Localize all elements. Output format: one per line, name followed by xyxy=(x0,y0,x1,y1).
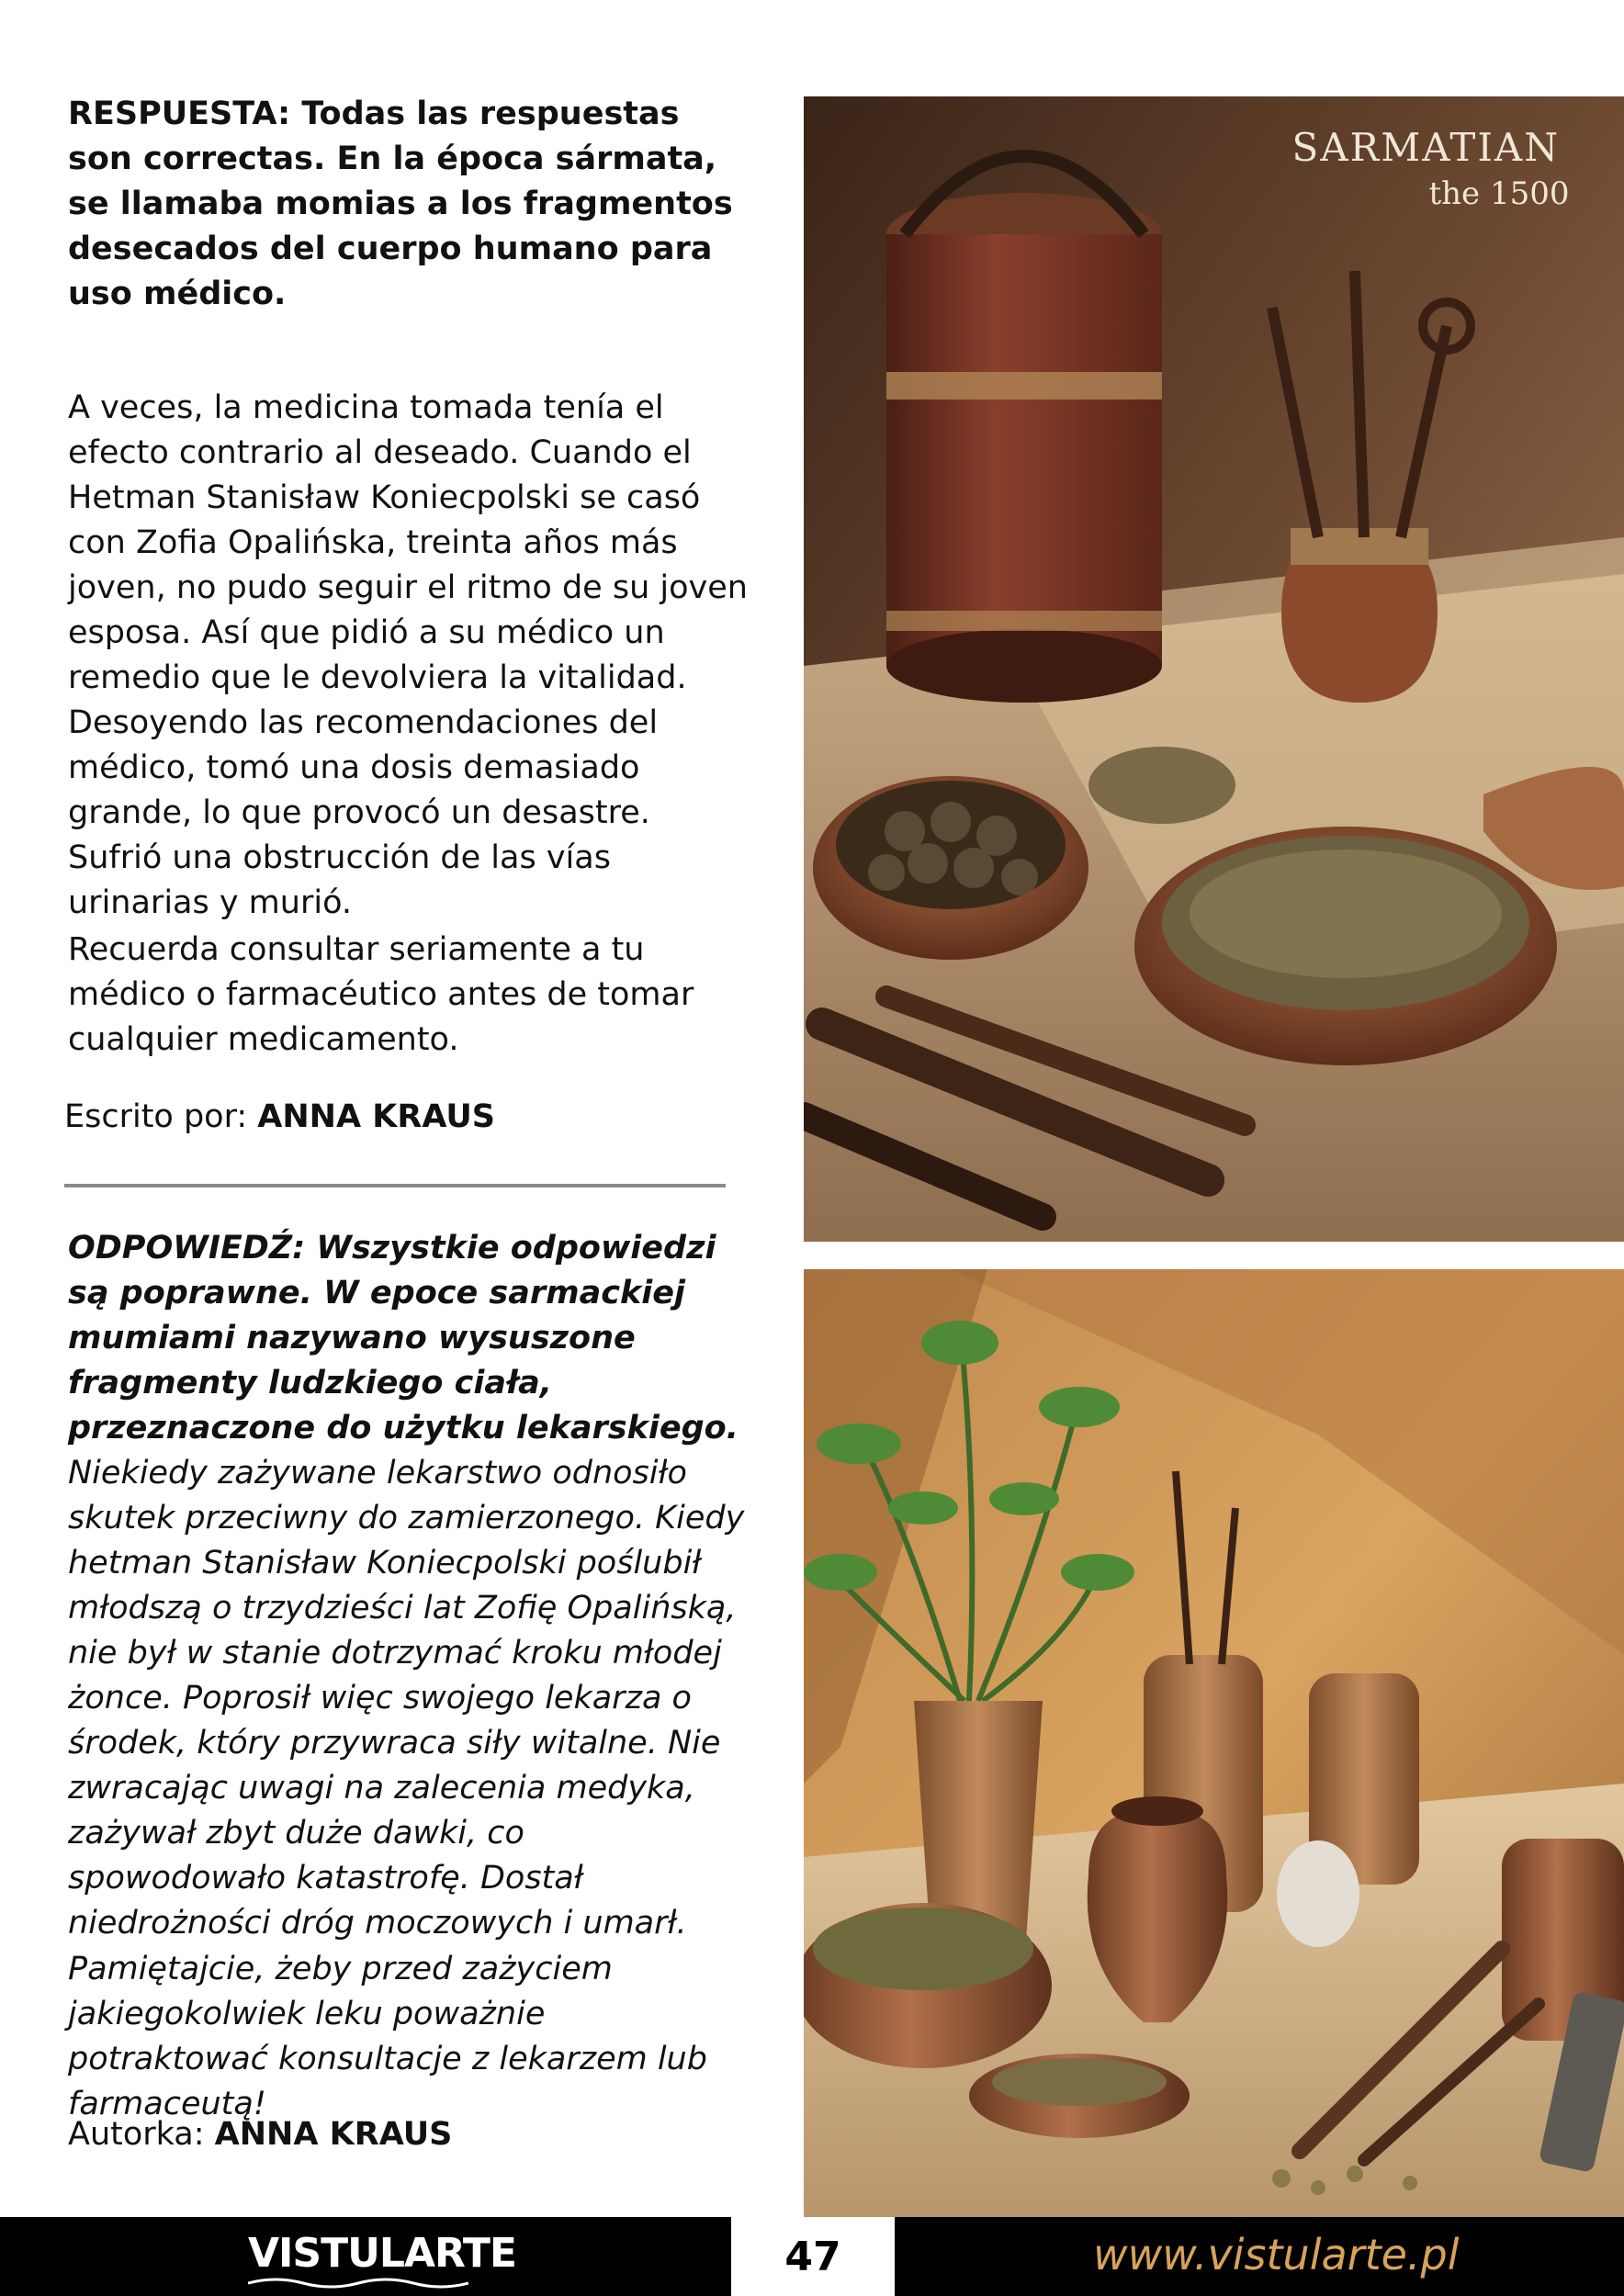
page-number: 47 xyxy=(731,2217,895,2296)
photo-caption-line1: SARMATIAN xyxy=(1291,125,1560,170)
spanish-body xyxy=(68,386,748,926)
footer-logo: VISTULARTE xyxy=(248,2230,516,2277)
spanish-byline-name: ANNA KRAUS xyxy=(257,1098,495,1135)
spanish-paragraph-2: Recuerda consultar seriamente a tu médico o farmacéutico antes de tomar cualquier medicamento. xyxy=(68,931,694,1058)
photo-herbs-pottery-illustration xyxy=(804,1269,1624,2217)
spanish-byline-label: Escrito por: xyxy=(64,1098,258,1135)
spanish-answer: RESPUESTA: Todas las respuestas son correctas. En la época sármata, se llamaba momias a los fragmentos desecados del cuerpo humano para uso médico. xyxy=(68,96,733,312)
polish-byline xyxy=(68,2112,748,2157)
spanish-section xyxy=(68,92,748,317)
polish-advice xyxy=(68,1947,748,2127)
polish-byline-name: ANNA KRAUS xyxy=(214,2116,453,2153)
polish-paragraph-1: Niekiedy zażywane lekarstwo odnosiło skutek przeciwny do zamierzonego. Kiedy hetman Stanisław Koniecpolski poślubił młodszą o trzydzieści lat Zofię Opalińską, nie był w stanie dotrzymać kroku młodej żonce. Poprosił więc swojego lekarza o środek, który przywraca siły witalne. Nie zwracając uwagi na zalecenia medyka, zażywał zbyt duże dawki, co spowodowało katastrofę. Dostał niedrożności dróg moczowych i umarł. xyxy=(68,1455,745,1941)
footer-logo-wave-icon xyxy=(248,2276,468,2289)
polish-body xyxy=(68,1451,748,1946)
spanish-paragraph-1: A veces, la medicina tomada tenía el efecto contrario al deseado. Cuando el Hetman Stanisław Koniecpolski se casó con Zofia Opalińska, treinta años más joven, no pudo seguir el ritmo de su joven esposa. Así que pidió a su médico un remedio que le devolviera la vitalidad. Desoyendo las recomendaciones del médico, tomó una dosis demasiado grande, lo que provocó un desastre. Sufrió una obstrucción de las vías urinarias y murió. xyxy=(68,389,748,921)
polish-section xyxy=(68,1226,748,1451)
footer-url[interactable]: www.vistularte.pl xyxy=(1093,2230,1460,2279)
section-divider xyxy=(64,1184,726,1187)
polish-answer: ODPOWIEDŹ: Wszystkie odpowiedzi są poprawne. W epoce sarmackiej mumiami nazywano wysuszone fragmenty ludzkiego ciała, przeznaczone do użytku lekarskiego. xyxy=(68,1230,739,1446)
photo-herbs-pottery xyxy=(804,1269,1624,2217)
spanish-byline xyxy=(64,1095,744,1140)
polish-paragraph-2: Pamiętajcie, żeby przed zażyciem jakiegokolwiek leku poważnie potraktować konsultacje z lekarzem lub farmaceutą! xyxy=(68,1951,707,2122)
photo-medicine-jars-illustration xyxy=(804,96,1624,1242)
polish-byline-label: Autorka: xyxy=(68,2116,215,2153)
photo-caption-line2: the 1500 xyxy=(1428,175,1570,212)
spanish-advice xyxy=(68,928,748,1063)
photo-medicine-jars xyxy=(804,96,1624,1242)
